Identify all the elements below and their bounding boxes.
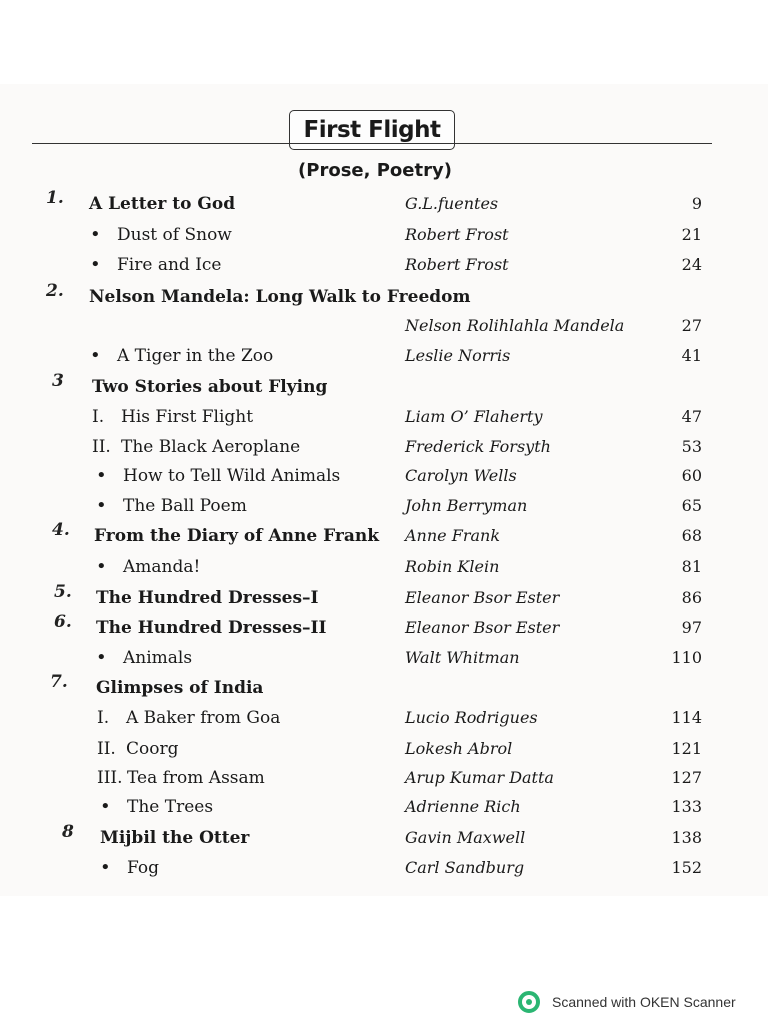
- handwritten-chapter-mark: 8: [62, 822, 74, 842]
- handwritten-chapter-mark: 5.: [54, 582, 72, 602]
- page-number: 97: [681, 618, 702, 637]
- author-name: Frederick Forsyth: [405, 437, 551, 456]
- poem-title: Fire and Ice: [117, 255, 222, 275]
- poem-title: Fog: [127, 858, 159, 878]
- chapter-title: From the Diary of Anne Frank: [94, 526, 379, 546]
- page-number: 41: [681, 346, 702, 365]
- toc-row: [0, 612, 768, 646]
- author-name: Robert Frost: [405, 255, 509, 274]
- toc-row: [0, 822, 768, 856]
- story-title: A Baker from Goa: [126, 708, 281, 728]
- toc-row: [0, 708, 768, 736]
- bullet-icon: •: [90, 254, 101, 275]
- handwritten-chapter-mark: 6.: [54, 612, 72, 632]
- author-name: Gavin Maxwell: [405, 828, 526, 847]
- toc-row: [0, 371, 768, 405]
- toc-row: [0, 520, 768, 554]
- author-name: Robin Klein: [405, 557, 500, 576]
- page-number: 86: [681, 588, 702, 607]
- page-number: 47: [681, 407, 702, 426]
- bullet-icon: •: [96, 495, 107, 516]
- handwritten-chapter-mark: 2.: [46, 281, 64, 301]
- toc-row: [0, 768, 768, 796]
- page-number: 114: [671, 708, 702, 727]
- chapter-title: The Hundred Dresses–I: [96, 588, 319, 608]
- toc-row: [0, 225, 768, 253]
- title-rule: [32, 143, 712, 144]
- section-number: I.: [97, 708, 110, 728]
- author-name: Carolyn Wells: [405, 466, 517, 485]
- toc-row: [0, 437, 768, 465]
- toc-row: [0, 582, 768, 616]
- book-title: First Flight: [289, 110, 455, 150]
- poem-title: The Ball Poem: [123, 496, 247, 516]
- author-name: Lokesh Abrol: [405, 739, 513, 758]
- page-number: 133: [671, 797, 702, 816]
- bullet-icon: •: [96, 465, 107, 486]
- author-name: Nelson Rolihlahla Mandela: [405, 316, 625, 335]
- poem-title: Animals: [123, 648, 193, 668]
- handwritten-chapter-mark: 3: [52, 371, 64, 391]
- toc-row: [0, 797, 768, 825]
- page-number: 9: [691, 194, 702, 213]
- bullet-icon: •: [90, 345, 101, 366]
- toc-row: [0, 858, 768, 886]
- author-name: Walt Whitman: [405, 648, 520, 667]
- poem-title: Dust of Snow: [117, 225, 232, 245]
- toc-row: [0, 466, 768, 494]
- chapter-title: Nelson Mandela: Long Walk to Freedom: [89, 287, 471, 307]
- author-name: Liam O’ Flaherty: [405, 407, 543, 426]
- story-title: Tea from Assam: [127, 768, 265, 788]
- page-number: 127: [671, 768, 702, 787]
- story-title: Coorg: [126, 739, 179, 759]
- story-title: The Black Aeroplane: [121, 437, 301, 457]
- toc-row: [0, 281, 768, 315]
- handwritten-chapter-mark: 1.: [46, 188, 64, 208]
- author-name: Eleanor Bsor Ester: [405, 618, 560, 637]
- toc-row: [0, 648, 768, 676]
- bullet-icon: •: [100, 857, 111, 878]
- scanner-footer: [518, 990, 736, 1014]
- section-number: II.: [92, 437, 111, 457]
- toc-row: [0, 496, 768, 524]
- toc-row: [0, 672, 768, 706]
- author-name: John Berryman: [405, 496, 528, 515]
- poem-title: A Tiger in the Zoo: [117, 346, 274, 366]
- toc-row: [0, 316, 768, 344]
- page-number: 68: [681, 526, 702, 545]
- author-name: Arup Kumar Datta: [405, 768, 554, 787]
- author-name: Leslie Norris: [405, 346, 511, 365]
- author-name: Robert Frost: [405, 225, 509, 244]
- toc-row: [0, 557, 768, 585]
- author-name: Anne Frank: [405, 526, 501, 545]
- poem-title: Amanda!: [123, 557, 201, 577]
- toc-row: [0, 188, 768, 222]
- page-number: 21: [681, 225, 702, 244]
- section-number: II.: [97, 739, 116, 759]
- toc-row: [0, 739, 768, 767]
- handwritten-chapter-mark: 7.: [50, 672, 68, 692]
- page-number: 27: [681, 316, 702, 335]
- chapter-title: Glimpses of India: [96, 678, 264, 698]
- poem-title: How to Tell Wild Animals: [123, 466, 341, 486]
- page-number: 53: [681, 437, 702, 456]
- author-name: Carl Sandburg: [405, 858, 525, 877]
- scanner-footer-text: Scanned with OKEN Scanner: [552, 994, 736, 1010]
- oken-scanner-logo-icon: [518, 991, 540, 1013]
- page-number: 60: [681, 466, 702, 485]
- handwritten-chapter-mark: 4.: [52, 520, 70, 540]
- toc-row: [0, 407, 768, 435]
- page-number: 65: [681, 496, 702, 515]
- chapter-title: The Hundred Dresses–II: [96, 618, 327, 638]
- toc-row: [0, 255, 768, 283]
- page-number: 121: [671, 739, 702, 758]
- page-number: 138: [671, 828, 702, 847]
- poem-title: The Trees: [127, 797, 214, 817]
- section-number: III.: [97, 768, 123, 788]
- toc-row: [0, 346, 768, 374]
- page-number: 152: [671, 858, 702, 877]
- chapter-title: Mijbil the Otter: [100, 828, 250, 848]
- section-number: I.: [92, 407, 105, 427]
- author-name: G.L.fuentes: [405, 194, 499, 213]
- chapter-title: A Letter to God: [89, 194, 236, 214]
- bullet-icon: •: [100, 796, 111, 817]
- bullet-icon: •: [96, 556, 107, 577]
- book-subtitle: (Prose, Poetry): [298, 160, 452, 181]
- bullet-icon: •: [90, 224, 101, 245]
- author-name: Eleanor Bsor Ester: [405, 588, 560, 607]
- author-name: Lucio Rodrigues: [405, 708, 538, 727]
- chapter-title: Two Stories about Flying: [92, 377, 328, 397]
- story-title: His First Flight: [121, 407, 254, 427]
- page-number: 24: [681, 255, 702, 274]
- author-name: Adrienne Rich: [405, 797, 521, 816]
- bullet-icon: •: [96, 647, 107, 668]
- page-number: 81: [681, 557, 702, 576]
- page-number: 110: [671, 648, 702, 667]
